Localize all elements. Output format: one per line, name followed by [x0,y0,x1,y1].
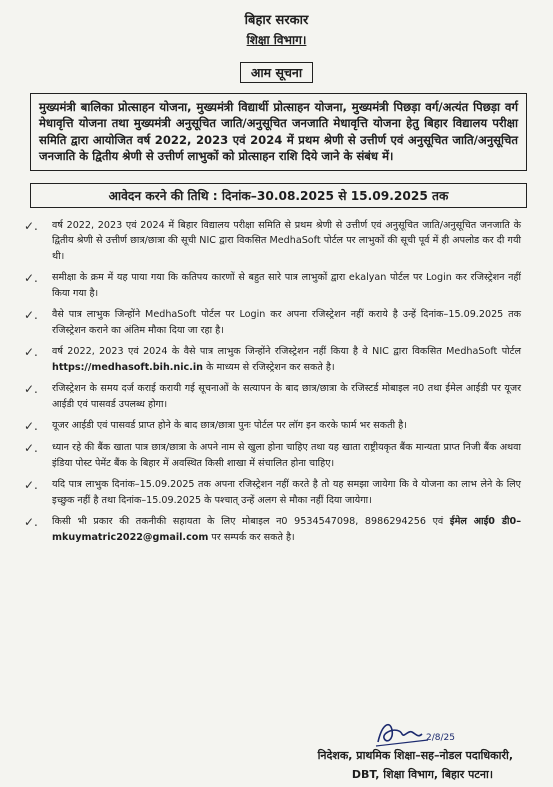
list-item [22,381,531,412]
notice-title: आम सूचना [240,62,313,83]
check-icon: ✓. [24,419,38,434]
point-text: समीक्षा के क्रम में यह पाया गया कि कतिपय कारणों से बहुत सारे पात्र लाभुकों द्वारा ekalyan पोर्टल पर Login कर रजिस्ट्रेशन नहीं किया गया है। [52,272,521,299]
point-text: यूजर आईडी एवं पासवर्ड प्राप्त होने के बाद छात्र/छात्रा पुनः पोर्टल पर लॉग इन करके फार्म भर सकती है। [52,420,407,432]
check-icon: ✓. [24,382,38,397]
list-item [22,218,531,265]
point-text-part: किसी भी प्रकार की तकनीकी सहायता के लिए मोबाइल न0 9534547098, 8986294256 एवं [52,516,450,528]
point-text: वैसे पात्र लाभुक जिन्होंने MedhaSoft पोर्टल पर Login कर अपना रजिस्ट्रेशन नहीं कराये है उन्हें दिनांक–15.09.2025 तक रजिस्ट्रेशन कराने का अंतिम मौका दिया जा रहा है। [52,309,521,336]
point-text [52,514,531,545]
check-icon: ✓. [24,478,38,493]
point-text-part: वर्ष 2022, 2023 एवं 2024 के वैसे पात्र लाभुक जिन्होंने रजिस्ट्रेशन नहीं किया है वे NIC द्वारा विकसित MedhaSoft पोर्टल [52,346,521,358]
signature-date: 2/8/25 [426,733,455,743]
points-list [22,218,531,546]
check-icon: ✓. [24,271,38,286]
check-icon: ✓. [24,345,38,360]
subject-box: मुख्यमंत्री बालिका प्रोत्साहन योजना, मुख्यमंत्री विद्यार्थी प्रोत्साहन योजना, मुख्यमंत्री पिछड़ा वर्ग/अत्यंत पिछड़ा वर्ग मेधावृत्ति योजना तथा मुख्यमंत्री अनुसूचित जाति/अनुसूचित जनजाति मेधावृत्ति योजना हेतु बिहार विद्यालय परीक्षा समिति द्वारा आयोजित वर्ष 2022, 2023 एवं 2024 में प्रथम श्रेणी से उत्तीर्ण एवं अनुसूचित जाति/अनुसूचित जनजाति के द्वितीय श्रेणी से उत्तीर्ण लाभुकों को प्रोत्साहन राशि दिये जाने के संबंध में। [30,93,527,171]
point-text-part: के माध्यम से रजिस्ट्रेशन कर सकते है। [203,361,335,373]
point-text: रजिस्ट्रेशन के समय दर्ज कराई करायी गई सूचनाओं के सत्यापन के बाद छात्र/छात्रा के रजिस्टर्ड मोबाइल न0 तथा ईमेल आईडी पर यूजर आईडी एवं पासवर्ड उपलब्ध होगा। [52,383,521,410]
department-title: शिक्षा विभाग। [246,33,307,47]
list-item [22,514,531,545]
list-item [22,440,531,471]
application-dates: आवेदन करने की तिथि : दिनांक–30.08.2025 से 15.09.2025 तक [30,183,527,208]
point-text-part: पर सम्पर्क कर सकते है। [208,531,295,543]
check-icon: ✓. [24,308,38,323]
signatory-line-2: DBT, शिक्षा विभाग, बिहार पटना। [351,768,493,781]
point-text: वर्ष 2022, 2023 एवं 2024 में बिहार विद्यालय परीक्षा समिति से प्रथम श्रेणी से उत्तीर्ण एवं अनुसूचित जाति/अनुसूचित जनजाति के द्वितीय श्रेणी से उत्तीर्ण छात्र/छात्रा की सूची NIC द्वारा विकसित MedhaSoft पोर्टल पर लाभुकों की सूची पूर्व में ही अपलोड कर दी गयी थी। [52,219,521,262]
point-text: ध्यान रहे की बैंक खाता पात्र छात्र/छात्रा के अपने नाम से खुला होना चाहिए तथा यह खाता राष्ट्रीयकृत बैंक मान्यता प्राप्त निजी बैंक अथवा इंडिया पोस्ट पेमेंट बैंक के बिहार में अवस्थित किसी शाखा में संचालित होना चाहिए। [52,442,521,469]
check-icon: ✓. [24,218,38,233]
list-item [22,477,531,508]
list-item [22,344,531,375]
signatory-line-1: निदेशक, प्राथमिक शिक्षा–सह–नोडल पदाधिकारी, [317,749,513,762]
list-item [22,270,531,301]
header [22,10,531,83]
point-text [52,344,531,375]
list-item [22,418,531,434]
signature-mark [372,716,462,750]
support-email[interactable]: ईमेल आई0 डी0–mkuymatric2022@gmail.com [52,516,521,543]
list-item [22,307,531,338]
point-text: यदि पात्र लाभुक दिनांक–15.09.2025 तक अपना रजिस्ट्रेशन नहीं करते है तो यह समझा जायेगा कि वे योजना का लाभ लेने के लिए इच्छुक नहीं है तथा दिनांक–15.09.2025 के पश्चात् उन्हें अलग से मौका नहीं दिया जायेगा। [52,479,521,506]
medhasoft-link[interactable]: https://medhasoft.bih.nic.in [52,361,204,373]
check-icon: ✓. [24,515,38,530]
check-icon: ✓. [24,441,38,456]
govt-title: बिहार सरकार [244,13,309,28]
